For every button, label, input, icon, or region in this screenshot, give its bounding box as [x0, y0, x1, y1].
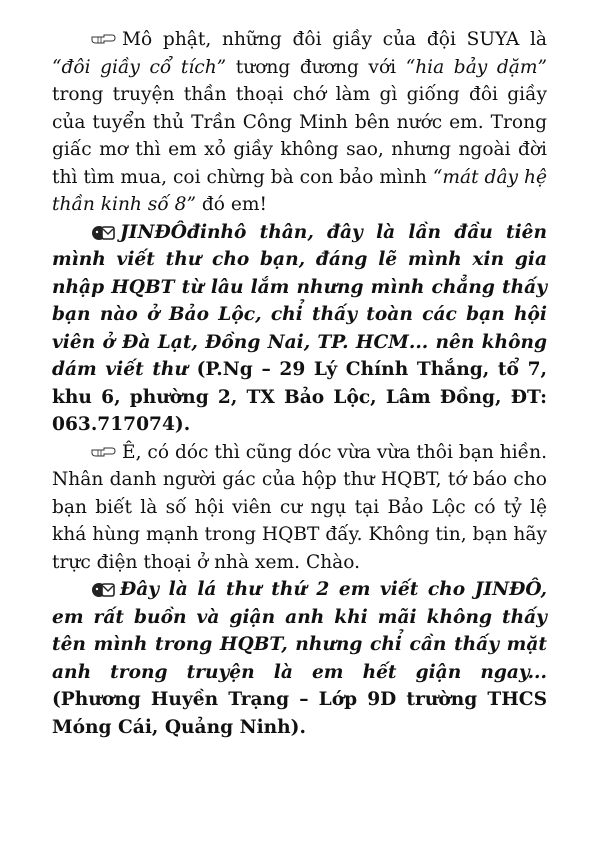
letter-signature: (P.Ng – 29 Lý Chính Thắng, tổ 7, khu 6, phường 2, TX Bảo Lộc, Lâm Đồng, ĐT: 063.717074). [52, 359, 547, 435]
quote-text: “mát dây hệ thần kinh số 8” [52, 166, 547, 215]
pointing-hand-icon [90, 33, 116, 47]
quote-text: “đôi giầy cổ tích” [52, 56, 227, 78]
letter-body: JINĐÔđinhô thân, đây là lần đầu tiên mình viết thư cho bạn, đáng lẽ mình xin gia nhập HQBT từ lâu lắm nhưng mình chẳng thấy bạn nào ở Bảo Lộc, chỉ thấy toàn các bạn hội viên ở Đà Lạt, Đồng Nai, TP. HCM... nên không dám viết thư [52, 221, 547, 380]
reply-text: đó em! [195, 194, 267, 215]
reply-text: Mô phật, những đôi giầy của đội SUYA là [122, 29, 547, 50]
reply-text: tương đương với [226, 56, 406, 78]
reader-letter [52, 576, 547, 741]
envelope-face-icon [90, 223, 116, 243]
reply-text: trong truyện thần thoại chớ làm gì giống đôi giầy của tuyển thủ Trần Công Minh bên nước em. Trong giấc mơ thì em xỏ giầy không sao, nhưng ngoài đời thì tìm mua, coi chừng bà con bảo mình [52, 84, 547, 188]
reader-letter [52, 219, 547, 439]
envelope-face-icon [90, 580, 116, 600]
letter-body: Đây là lá thư thứ 2 em viết cho JINĐÔ, em rất buồn và giận anh khi mãi không thấy tên mình trong HQBT, nhưng chỉ cần thấy mặt anh trong truyện là em hết giận ngay... [52, 579, 547, 683]
letter-signature: (Phương Huyền Trạng – Lớp 9D trường THCS Móng Cái, Quảng Ninh). [52, 689, 547, 738]
quote-text: “hia bảy dặm” [405, 56, 548, 78]
pointing-hand-icon [90, 446, 116, 460]
reply-paragraph [52, 439, 547, 577]
reply-text: Ê, có dóc thì cũng dóc vừa vừa thôi bạn hiền. Nhân danh người gác của hộp thư HQBT, tớ báo cho bạn biết là số hội viên cư ngụ tại Bảo Lộc có tỷ lệ khá hùng mạnh trong HQBT đấy. Không tin, bạn hãy trực điện thoại ở nhà xem. Chào. [52, 441, 547, 573]
reply-paragraph [52, 26, 547, 219]
